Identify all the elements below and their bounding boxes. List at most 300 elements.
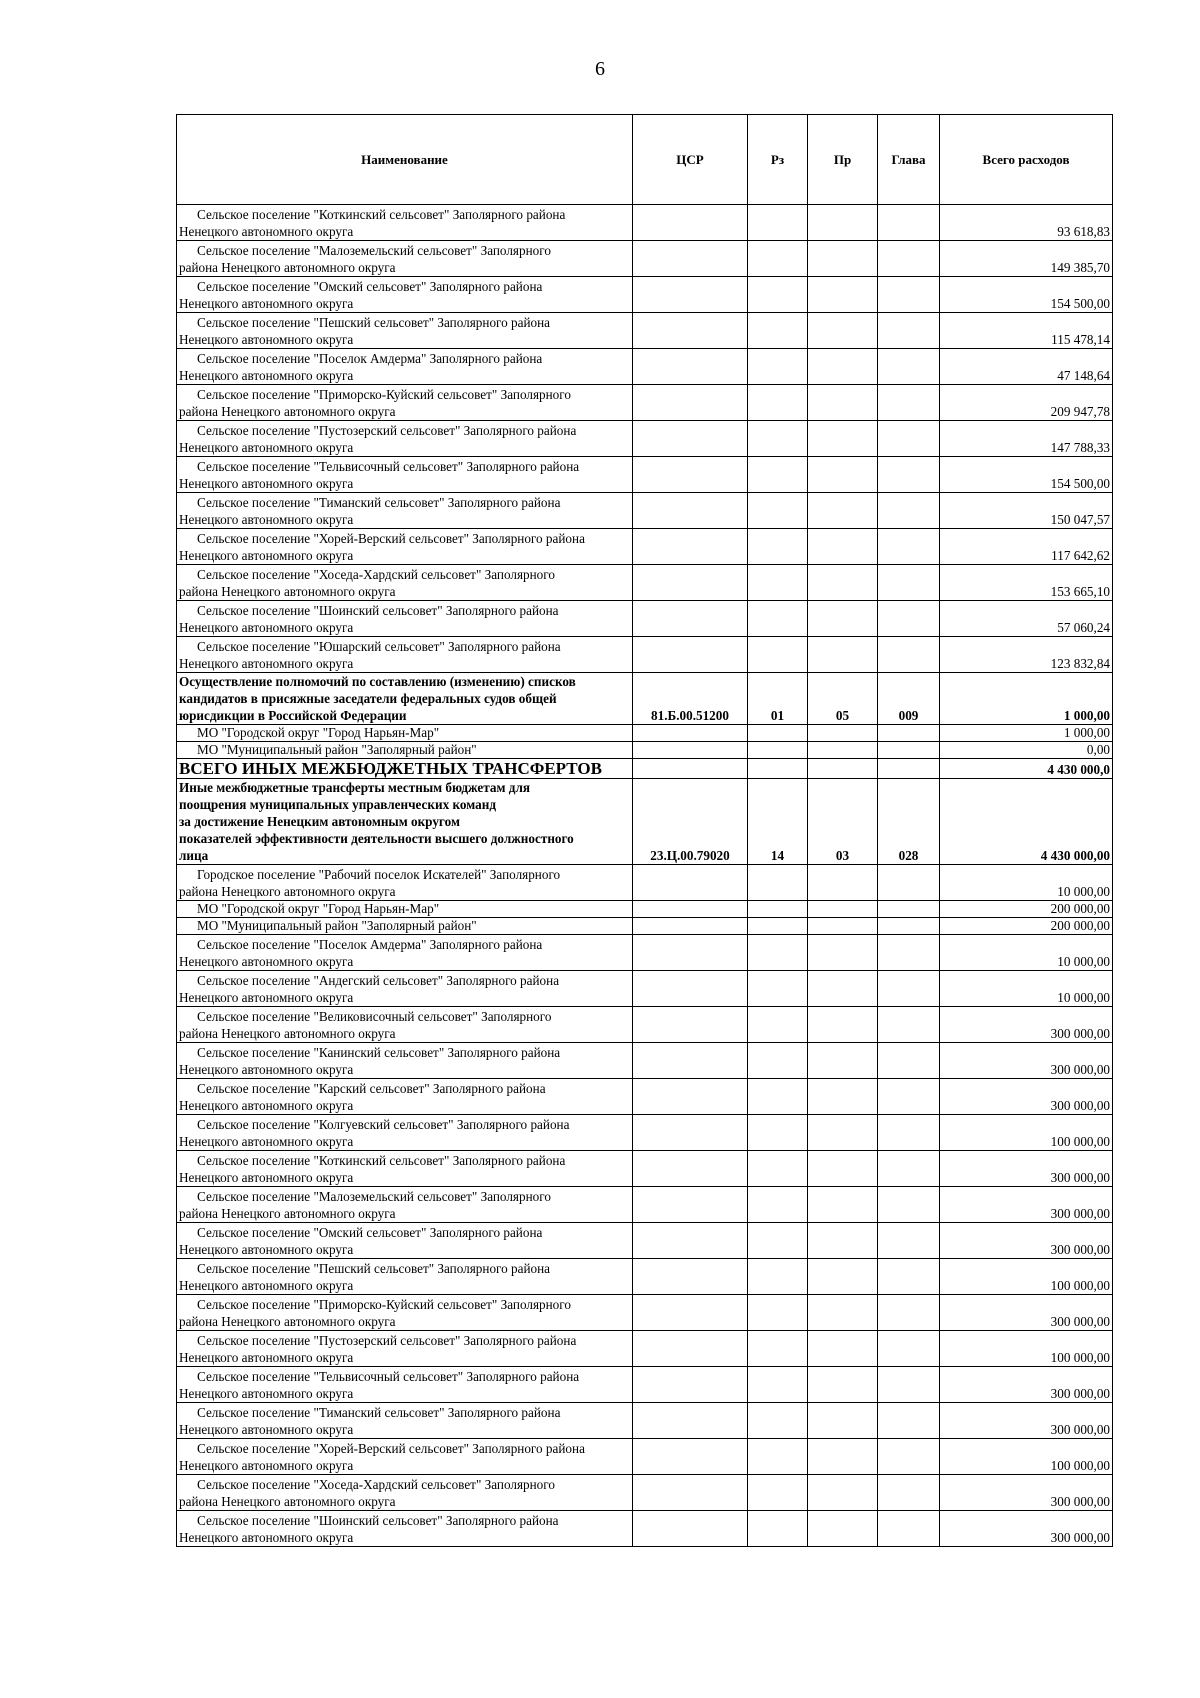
row-amount-cell: 100 000,00 <box>940 1259 1113 1295</box>
row-name-cell <box>177 1079 633 1115</box>
row-name-line: Ненецкого автономного округа <box>179 476 354 491</box>
row-csr-cell <box>633 1187 748 1223</box>
row-glava-cell <box>878 349 940 385</box>
row-name-cell <box>177 1115 633 1151</box>
table-row <box>177 313 1113 349</box>
row-name-line: Ненецкого автономного округа <box>179 368 354 383</box>
row-glava-cell <box>878 1259 940 1295</box>
row-csr-cell <box>633 865 748 901</box>
row-pr-cell <box>808 901 878 918</box>
table-row <box>177 1079 1113 1115</box>
row-csr-cell <box>633 725 748 742</box>
table-row <box>177 385 1113 421</box>
row-name-line: МО "Муниципальный район "Заполярный район" <box>197 918 477 933</box>
row-name-cell <box>177 935 633 971</box>
row-name-line: Сельское поселение "Шоинский сельсовет" Заполярного района <box>197 603 559 618</box>
row-csr-cell <box>633 759 748 779</box>
row-pr-cell <box>808 1331 878 1367</box>
row-glava-cell <box>878 637 940 673</box>
row-name-line: Ненецкого автономного округа <box>179 296 354 311</box>
table-row <box>177 565 1113 601</box>
row-glava-cell <box>878 1079 940 1115</box>
table-row <box>177 1115 1113 1151</box>
row-name-line: Ненецкого автономного округа <box>179 656 354 671</box>
row-name-line: Сельское поселение "Малоземельский сельсовет" Заполярного <box>197 243 551 258</box>
row-name-line: Сельское поселение "Приморско-Куйский сельсовет" Заполярного <box>197 1297 571 1312</box>
row-name-cell <box>177 637 633 673</box>
row-name-line: Ненецкого автономного округа <box>179 1062 354 1077</box>
row-amount-cell: 10 000,00 <box>940 865 1113 901</box>
row-name-line: Сельское поселение "Пустозерский сельсовет" Заполярного района <box>197 423 577 438</box>
row-pr-cell <box>808 277 878 313</box>
row-amount-cell: 100 000,00 <box>940 1115 1113 1151</box>
row-pr-cell <box>808 493 878 529</box>
table-row <box>177 918 1113 935</box>
row-name-cell <box>177 742 633 759</box>
row-rz-cell <box>748 971 808 1007</box>
row-csr-cell <box>633 565 748 601</box>
row-rz-cell: 01 <box>748 673 808 725</box>
table-row <box>177 493 1113 529</box>
row-glava-cell <box>878 601 940 637</box>
row-name-line: Сельское поселение "Шоинский сельсовет" Заполярного района <box>197 1513 559 1528</box>
row-pr-cell <box>808 742 878 759</box>
table-row <box>177 1403 1113 1439</box>
row-name-cell <box>177 1295 633 1331</box>
row-csr-cell <box>633 935 748 971</box>
row-pr-cell <box>808 1475 878 1511</box>
row-rz-cell <box>748 493 808 529</box>
row-pr-cell <box>808 1043 878 1079</box>
row-glava-cell <box>878 205 940 241</box>
row-name-cell <box>177 971 633 1007</box>
table-row <box>177 1439 1113 1475</box>
row-name-line: Сельское поселение "Тельвисочный сельсовет" Заполярного района <box>197 459 580 474</box>
row-csr-cell <box>633 277 748 313</box>
row-csr-cell <box>633 637 748 673</box>
row-name-cell <box>177 918 633 935</box>
row-name-line: района Ненецкого автономного округа <box>179 1314 396 1329</box>
table-row <box>177 457 1113 493</box>
row-rz-cell <box>748 529 808 565</box>
row-name-line: Сельское поселение "Колгуевский сельсовет" Заполярного района <box>197 1117 570 1132</box>
row-rz-cell <box>748 565 808 601</box>
row-name-cell <box>177 725 633 742</box>
row-amount-cell: 123 832,84 <box>940 637 1113 673</box>
row-name-cell <box>177 385 633 421</box>
row-name-line: МО "Городской округ "Город Нарьян-Мар" <box>197 725 440 740</box>
row-pr-cell <box>808 935 878 971</box>
row-name-line: Ненецкого автономного округа <box>179 1386 354 1401</box>
row-name-cell <box>177 313 633 349</box>
row-amount-cell: 154 500,00 <box>940 457 1113 493</box>
row-name-line: района Ненецкого автономного округа <box>179 1026 396 1041</box>
row-pr-cell <box>808 1007 878 1043</box>
row-rz-cell <box>748 241 808 277</box>
row-name-line: Сельское поселение "Хоседа-Хардский сельсовет" Заполярного <box>197 1477 555 1492</box>
row-name-line: Осуществление полномочий по составлению (изменению) списков <box>179 674 576 689</box>
row-rz-cell <box>748 349 808 385</box>
table-row <box>177 277 1113 313</box>
row-name-line: Ненецкого автономного округа <box>179 332 354 347</box>
table-row <box>177 779 1113 865</box>
row-amount-cell: 300 000,00 <box>940 1079 1113 1115</box>
header-total: Всего расходов <box>940 115 1113 205</box>
row-name-cell <box>177 1331 633 1367</box>
row-rz-cell <box>748 457 808 493</box>
row-rz-cell <box>748 1043 808 1079</box>
table-row <box>177 349 1113 385</box>
row-rz-cell <box>748 385 808 421</box>
row-amount-cell: 150 047,57 <box>940 493 1113 529</box>
row-name-line: Сельское поселение "Юшарский сельсовет" Заполярного района <box>197 639 561 654</box>
row-name-line: лица <box>179 848 209 863</box>
row-name-line: Сельское поселение "Коткинский сельсовет" Заполярного района <box>197 207 566 222</box>
row-rz-cell <box>748 1079 808 1115</box>
row-glava-cell <box>878 1475 940 1511</box>
row-rz-cell <box>748 1403 808 1439</box>
row-csr-cell <box>633 971 748 1007</box>
row-name-cell <box>177 349 633 385</box>
row-pr-cell <box>808 1259 878 1295</box>
row-name-cell <box>177 205 633 241</box>
row-amount-cell: 1 000,00 <box>940 725 1113 742</box>
row-csr-cell <box>633 1151 748 1187</box>
row-rz-cell <box>748 935 808 971</box>
row-name-line: Сельское поселение "Андегский сельсовет" Заполярного района <box>197 973 560 988</box>
header-glava: Глава <box>878 115 940 205</box>
row-amount-cell: 10 000,00 <box>940 971 1113 1007</box>
row-name-line: Сельское поселение "Поселок Амдерма" Заполярного района <box>197 351 543 366</box>
row-pr-cell <box>808 759 878 779</box>
row-rz-cell <box>748 918 808 935</box>
row-name-line: Ненецкого автономного округа <box>179 1350 354 1365</box>
row-amount-cell: 117 642,62 <box>940 529 1113 565</box>
row-name-line: Сельское поселение "Пешский сельсовет" Заполярного района <box>197 1261 551 1276</box>
page-number: 6 <box>595 58 605 80</box>
row-amount-cell: 300 000,00 <box>940 1007 1113 1043</box>
row-pr-cell <box>808 918 878 935</box>
row-name-line: Сельское поселение "Пешский сельсовет" Заполярного района <box>197 315 551 330</box>
row-pr-cell <box>808 865 878 901</box>
row-rz-cell <box>748 1007 808 1043</box>
row-amount-cell: 149 385,70 <box>940 241 1113 277</box>
row-glava-cell <box>878 1511 940 1547</box>
row-amount-cell: 0,00 <box>940 742 1113 759</box>
row-pr-cell <box>808 1187 878 1223</box>
row-glava-cell <box>878 565 940 601</box>
row-glava-cell <box>878 1115 940 1151</box>
row-rz-cell <box>748 1151 808 1187</box>
row-name-line: Сельское поселение "Пустозерский сельсовет" Заполярного района <box>197 1333 577 1348</box>
row-rz-cell <box>748 1115 808 1151</box>
row-pr-cell <box>808 349 878 385</box>
row-pr-cell <box>808 1223 878 1259</box>
row-name-line: Ненецкого автономного округа <box>179 1242 354 1257</box>
row-name-cell <box>177 1043 633 1079</box>
row-name-line: кандидатов в присяжные заседатели федеральных судов общей <box>179 691 557 706</box>
row-pr-cell <box>808 601 878 637</box>
row-pr-cell <box>808 241 878 277</box>
row-name-line: за достижение Ненецким автономным округом <box>179 814 460 829</box>
row-glava-cell: 028 <box>878 779 940 865</box>
row-pr-cell <box>808 313 878 349</box>
row-name-line: Ненецкого автономного округа <box>179 990 354 1005</box>
row-csr-cell <box>633 385 748 421</box>
row-rz-cell <box>748 421 808 457</box>
row-pr-cell <box>808 1367 878 1403</box>
table-row <box>177 865 1113 901</box>
table-row <box>177 1187 1113 1223</box>
row-csr-cell <box>633 1331 748 1367</box>
row-name-line: Ненецкого автономного округа <box>179 1170 354 1185</box>
row-csr-cell <box>633 493 748 529</box>
row-name-line: Сельское поселение "Хоседа-Хардский сельсовет" Заполярного <box>197 567 555 582</box>
row-name-line: Сельское поселение "Тиманский сельсовет" Заполярного района <box>197 495 561 510</box>
row-name-cell <box>177 457 633 493</box>
row-glava-cell <box>878 1007 940 1043</box>
row-glava-cell <box>878 725 940 742</box>
row-name-cell <box>177 901 633 918</box>
row-name-line: поощрения муниципальных управленческих команд <box>179 797 497 812</box>
row-name-line: показателей эффективности деятельности высшего должностного <box>179 831 574 846</box>
table-row <box>177 759 1113 779</box>
row-name-line: Сельское поселение "Малоземельский сельсовет" Заполярного <box>197 1189 551 1204</box>
row-name-line: Сельское поселение "Хорей-Верский сельсовет" Заполярного района <box>197 1441 585 1456</box>
row-amount-cell: 47 148,64 <box>940 349 1113 385</box>
row-rz-cell <box>748 1187 808 1223</box>
row-csr-cell <box>633 601 748 637</box>
row-amount-cell: 209 947,78 <box>940 385 1113 421</box>
row-name-line: МО "Городской округ "Город Нарьян-Мар" <box>197 901 440 916</box>
row-amount-cell: 4 430 000,00 <box>940 779 1113 865</box>
row-amount-cell: 300 000,00 <box>940 1151 1113 1187</box>
row-amount-cell: 4 430 000,0 <box>940 759 1113 779</box>
row-pr-cell <box>808 1295 878 1331</box>
row-name-cell <box>177 865 633 901</box>
table-row <box>177 1043 1113 1079</box>
row-name-cell <box>177 601 633 637</box>
budget-table <box>176 114 1113 1547</box>
row-pr-cell <box>808 971 878 1007</box>
row-glava-cell <box>878 1403 940 1439</box>
row-name-line: Ненецкого автономного округа <box>179 1458 354 1473</box>
row-amount-cell: 300 000,00 <box>940 1475 1113 1511</box>
row-glava-cell <box>878 1043 940 1079</box>
row-pr-cell <box>808 1439 878 1475</box>
row-name-line: Ненецкого автономного округа <box>179 1098 354 1113</box>
row-csr-cell <box>633 457 748 493</box>
table-row <box>177 725 1113 742</box>
row-csr-cell <box>633 529 748 565</box>
row-name-cell <box>177 241 633 277</box>
row-csr-cell <box>633 1439 748 1475</box>
row-name-line: Ненецкого автономного округа <box>179 548 354 563</box>
table-row <box>177 1331 1113 1367</box>
row-name-line: Иные межбюджетные трансферты местным бюджетам для <box>179 780 530 795</box>
row-glava-cell <box>878 1223 940 1259</box>
row-amount-cell: 300 000,00 <box>940 1187 1113 1223</box>
row-pr-cell <box>808 529 878 565</box>
table-row <box>177 205 1113 241</box>
row-glava-cell <box>878 759 940 779</box>
row-amount-cell: 300 000,00 <box>940 1511 1113 1547</box>
row-rz-cell <box>748 1259 808 1295</box>
row-glava-cell <box>878 421 940 457</box>
row-amount-cell: 115 478,14 <box>940 313 1113 349</box>
row-pr-cell <box>808 1079 878 1115</box>
row-name-cell <box>177 277 633 313</box>
header-csr: ЦСР <box>633 115 748 205</box>
row-name-cell <box>177 421 633 457</box>
table-row <box>177 935 1113 971</box>
table-row <box>177 673 1113 725</box>
row-name-line: района Ненецкого автономного округа <box>179 584 396 599</box>
row-csr-cell <box>633 1007 748 1043</box>
row-name-line: Ненецкого автономного округа <box>179 1530 354 1545</box>
row-csr-cell <box>633 1079 748 1115</box>
row-glava-cell <box>878 1151 940 1187</box>
row-csr-cell <box>633 349 748 385</box>
row-amount-cell: 10 000,00 <box>940 935 1113 971</box>
row-amount-cell: 300 000,00 <box>940 1295 1113 1331</box>
row-name-line: района Ненецкого автономного округа <box>179 260 396 275</box>
row-rz-cell <box>748 742 808 759</box>
row-rz-cell <box>748 1511 808 1547</box>
row-name-line: Сельское поселение "Приморско-Куйский сельсовет" Заполярного <box>197 387 571 402</box>
row-name-line: Ненецкого автономного округа <box>179 1278 354 1293</box>
row-csr-cell <box>633 1259 748 1295</box>
row-name-line: Ненецкого автономного округа <box>179 1134 354 1149</box>
table-row <box>177 1295 1113 1331</box>
row-name-line: Сельское поселение "Тиманский сельсовет" Заполярного района <box>197 1405 561 1420</box>
row-pr-cell <box>808 1403 878 1439</box>
row-rz-cell <box>748 725 808 742</box>
row-name-cell <box>177 529 633 565</box>
row-csr-cell <box>633 1367 748 1403</box>
row-csr-cell <box>633 313 748 349</box>
row-glava-cell <box>878 385 940 421</box>
table-row <box>177 1223 1113 1259</box>
row-glava-cell <box>878 457 940 493</box>
row-name-cell <box>177 759 633 779</box>
row-name-line: Городское поселение "Рабочий поселок Искателей" Заполярного <box>197 867 561 882</box>
row-csr-cell <box>633 421 748 457</box>
row-rz-cell <box>748 1223 808 1259</box>
row-pr-cell: 03 <box>808 779 878 865</box>
row-glava-cell <box>878 971 940 1007</box>
row-name-line: Сельское поселение "Омский сельсовет" Заполярного района <box>197 279 543 294</box>
row-csr-cell: 23.Ц.00.79020 <box>633 779 748 865</box>
row-rz-cell <box>748 1367 808 1403</box>
row-csr-cell <box>633 1475 748 1511</box>
row-name-cell <box>177 493 633 529</box>
row-csr-cell <box>633 1511 748 1547</box>
row-amount-cell: 300 000,00 <box>940 1367 1113 1403</box>
table-body <box>177 205 1113 1547</box>
row-glava-cell <box>878 1295 940 1331</box>
row-rz-cell <box>748 1295 808 1331</box>
row-glava-cell <box>878 1439 940 1475</box>
row-amount-cell: 300 000,00 <box>940 1223 1113 1259</box>
row-pr-cell <box>808 725 878 742</box>
table-row <box>177 971 1113 1007</box>
row-pr-cell <box>808 1511 878 1547</box>
row-amount-cell: 153 665,10 <box>940 565 1113 601</box>
table-row <box>177 1259 1113 1295</box>
row-amount-cell: 57 060,24 <box>940 601 1113 637</box>
row-name-line: Сельское поселение "Тельвисочный сельсовет" Заполярного района <box>197 1369 580 1384</box>
row-name-line: Ненецкого автономного округа <box>179 440 354 455</box>
row-pr-cell <box>808 421 878 457</box>
table-row <box>177 1475 1113 1511</box>
row-csr-cell: 81.Б.00.51200 <box>633 673 748 725</box>
row-glava-cell <box>878 1331 940 1367</box>
row-name-line: Ненецкого автономного округа <box>179 620 354 635</box>
row-rz-cell <box>748 1439 808 1475</box>
row-rz-cell <box>748 601 808 637</box>
table-row <box>177 241 1113 277</box>
row-csr-cell <box>633 1115 748 1151</box>
section-title: ВСЕГО ИНЫХ МЕЖБЮДЖЕТНЫХ ТРАНСФЕРТОВ <box>179 759 602 778</box>
row-csr-cell <box>633 205 748 241</box>
row-name-line: района Ненецкого автономного округа <box>179 884 396 899</box>
row-glava-cell <box>878 901 940 918</box>
row-glava-cell <box>878 277 940 313</box>
row-pr-cell <box>808 457 878 493</box>
row-amount-cell: 1 000,00 <box>940 673 1113 725</box>
table-row <box>177 1007 1113 1043</box>
row-name-line: Ненецкого автономного округа <box>179 224 354 239</box>
table-row <box>177 901 1113 918</box>
table-row <box>177 637 1113 673</box>
row-name-cell <box>177 673 633 725</box>
row-glava-cell <box>878 1187 940 1223</box>
row-glava-cell <box>878 865 940 901</box>
row-amount-cell: 154 500,00 <box>940 277 1113 313</box>
row-rz-cell <box>748 1331 808 1367</box>
row-csr-cell <box>633 742 748 759</box>
row-name-line: Сельское поселение "Поселок Амдерма" Заполярного района <box>197 937 543 952</box>
row-amount-cell: 300 000,00 <box>940 1403 1113 1439</box>
row-name-cell <box>177 779 633 865</box>
table-row <box>177 1511 1113 1547</box>
row-rz-cell <box>748 277 808 313</box>
row-name-line: Сельское поселение "Карский сельсовет" Заполярного района <box>197 1081 546 1096</box>
row-name-line: Ненецкого автономного округа <box>179 954 354 969</box>
row-csr-cell <box>633 918 748 935</box>
row-name-line: района Ненецкого автономного округа <box>179 1494 396 1509</box>
row-name-line: МО "Муниципальный район "Заполярный район" <box>197 742 477 757</box>
row-pr-cell: 05 <box>808 673 878 725</box>
table-row <box>177 742 1113 759</box>
table-row <box>177 1151 1113 1187</box>
table-header-row <box>177 115 1113 205</box>
table-row <box>177 1367 1113 1403</box>
row-glava-cell <box>878 493 940 529</box>
row-glava-cell <box>878 742 940 759</box>
row-name-line: Сельское поселение "Хорей-Верский сельсовет" Заполярного района <box>197 531 585 546</box>
row-pr-cell <box>808 205 878 241</box>
row-rz-cell <box>748 1475 808 1511</box>
table-row <box>177 601 1113 637</box>
row-amount-cell: 147 788,33 <box>940 421 1113 457</box>
row-glava-cell <box>878 241 940 277</box>
table-row <box>177 529 1113 565</box>
row-rz-cell <box>748 865 808 901</box>
row-csr-cell <box>633 901 748 918</box>
row-name-line: Ненецкого автономного округа <box>179 1422 354 1437</box>
